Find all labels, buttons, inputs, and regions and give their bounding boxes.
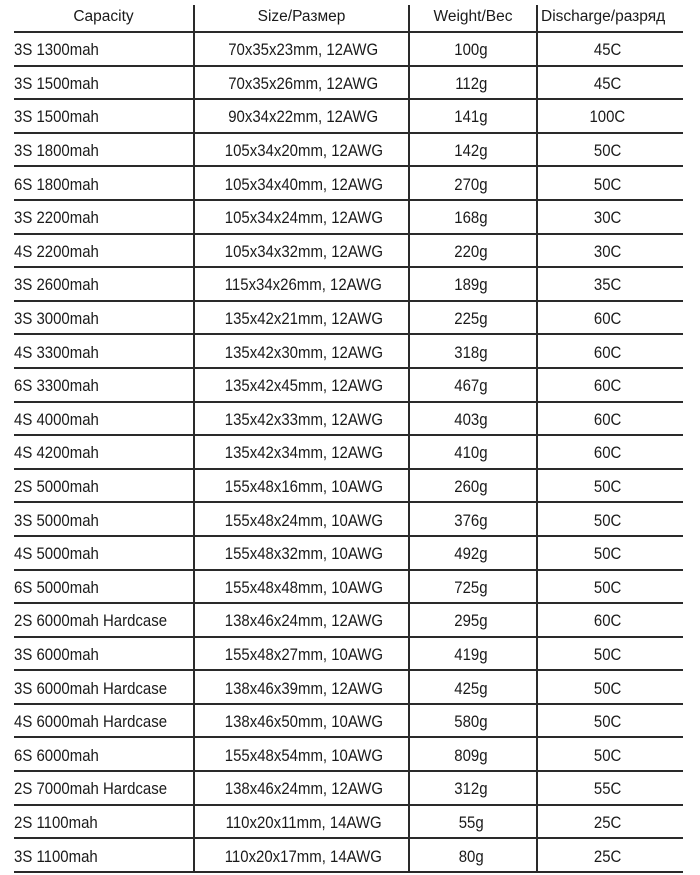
- discharge-cell: [538, 503, 683, 535]
- size-cell: [195, 67, 410, 99]
- discharge-cell-text: 100C: [589, 107, 626, 127]
- discharge-cell-text: 30C: [593, 241, 622, 261]
- table-row: [14, 537, 683, 571]
- capacity-cell: [14, 839, 195, 871]
- size-cell: [195, 167, 410, 199]
- size-cell-text: 135x42x33mm, 12AWG: [224, 409, 383, 429]
- weight-cell-text: 55g: [458, 812, 484, 832]
- capacity-cell: [14, 100, 195, 132]
- weight-cell: [410, 403, 538, 435]
- discharge-cell: [538, 167, 683, 199]
- size-cell: [195, 235, 410, 267]
- discharge-cell-text: 60C: [593, 409, 622, 429]
- discharge-cell: [538, 738, 683, 770]
- discharge-cell-text: 50C: [593, 712, 622, 732]
- size-cell-text: 135x42x30mm, 12AWG: [224, 342, 383, 362]
- capacity-cell: [14, 268, 195, 300]
- size-cell-text: 138x46x24mm, 12AWG: [224, 779, 383, 799]
- size-cell-text: 155x48x16mm, 10AWG: [224, 477, 383, 497]
- discharge-cell-text: 50C: [593, 577, 622, 597]
- header-size: [195, 5, 410, 31]
- weight-cell: [410, 806, 538, 838]
- size-cell-text: 155x48x32mm, 10AWG: [224, 544, 383, 564]
- discharge-cell-text: 50C: [593, 745, 622, 765]
- weight-cell: [410, 436, 538, 468]
- capacity-cell-text: 4S 6000mah Hardcase: [14, 712, 168, 732]
- weight-cell: [410, 738, 538, 770]
- table-row: [14, 839, 683, 873]
- header-discharge-label: Discharge/разряд: [541, 8, 666, 25]
- size-cell: [195, 134, 410, 166]
- discharge-cell: [538, 134, 683, 166]
- capacity-cell: [14, 302, 195, 334]
- capacity-cell: [14, 772, 195, 804]
- capacity-cell-text: 3S 6000mah Hardcase: [14, 678, 168, 698]
- discharge-cell: [538, 705, 683, 737]
- capacity-cell: [14, 403, 195, 435]
- discharge-cell: [538, 201, 683, 233]
- capacity-cell-text: 3S 1100mah: [14, 846, 98, 866]
- capacity-cell-text: 2S 6000mah Hardcase: [14, 611, 168, 631]
- table-row: [14, 268, 683, 302]
- weight-cell: [410, 705, 538, 737]
- header-weight-label: Weight/Вес: [433, 8, 513, 25]
- table-row: [14, 235, 683, 269]
- capacity-cell-text: 3S 5000mah: [14, 510, 99, 530]
- discharge-cell-text: 25C: [593, 846, 622, 866]
- weight-cell-text: 142g: [454, 141, 488, 161]
- discharge-cell-text: 60C: [593, 309, 622, 329]
- weight-cell-text: 376g: [454, 510, 488, 530]
- weight-cell-text: 492g: [454, 544, 488, 564]
- capacity-cell-text: 3S 3000mah: [14, 309, 99, 329]
- weight-cell-text: 318g: [454, 342, 488, 362]
- table-row: [14, 134, 683, 168]
- weight-cell: [410, 839, 538, 871]
- capacity-cell-text: 4S 4000mah: [14, 409, 99, 429]
- weight-cell-text: 260g: [454, 477, 488, 497]
- size-cell-text: 110x20x17mm, 14AWG: [224, 846, 383, 866]
- weight-cell-text: 112g: [454, 73, 488, 93]
- size-cell: [195, 738, 410, 770]
- table-header-row: [14, 5, 683, 33]
- weight-cell: [410, 235, 538, 267]
- capacity-cell: [14, 134, 195, 166]
- size-cell-text: 155x48x48mm, 10AWG: [224, 577, 383, 597]
- table-row: [14, 403, 683, 437]
- discharge-cell-text: 50C: [593, 644, 622, 664]
- weight-cell-text: 410g: [454, 443, 488, 463]
- weight-cell-text: 425g: [454, 678, 488, 698]
- size-cell-text: 138x46x39mm, 12AWG: [224, 678, 383, 698]
- table-row: [14, 638, 683, 672]
- size-cell-text: 138x46x24mm, 12AWG: [224, 611, 383, 631]
- capacity-cell: [14, 671, 195, 703]
- size-cell-text: 105x34x40mm, 12AWG: [224, 174, 383, 194]
- capacity-cell: [14, 335, 195, 367]
- discharge-cell: [538, 268, 683, 300]
- discharge-cell: [538, 33, 683, 65]
- size-cell: [195, 268, 410, 300]
- capacity-cell: [14, 33, 195, 65]
- weight-cell: [410, 604, 538, 636]
- discharge-cell-text: 60C: [593, 443, 622, 463]
- capacity-cell: [14, 705, 195, 737]
- discharge-cell: [538, 638, 683, 670]
- discharge-cell: [538, 100, 683, 132]
- table-row: [14, 806, 683, 840]
- discharge-cell-text: 50C: [593, 174, 622, 194]
- discharge-cell-text: 50C: [593, 510, 622, 530]
- weight-cell: [410, 537, 538, 569]
- weight-cell-text: 168g: [454, 208, 488, 228]
- discharge-cell: [538, 604, 683, 636]
- capacity-cell-text: 6S 6000mah: [14, 745, 99, 765]
- discharge-cell: [538, 772, 683, 804]
- weight-cell-text: 295g: [454, 611, 488, 631]
- size-cell: [195, 503, 410, 535]
- weight-cell-text: 270g: [454, 174, 488, 194]
- capacity-cell-text: 6S 3300mah: [14, 376, 99, 396]
- capacity-cell-text: 3S 1500mah: [14, 107, 99, 127]
- header-size-label: Size/Размер: [257, 8, 346, 25]
- table-row: [14, 436, 683, 470]
- battery-spec-table: [14, 5, 683, 873]
- capacity-cell-text: 2S 5000mah: [14, 477, 99, 497]
- table-row: [14, 571, 683, 605]
- capacity-cell: [14, 235, 195, 267]
- weight-cell-text: 580g: [454, 712, 488, 732]
- capacity-cell-text: 2S 1100mah: [14, 812, 98, 832]
- size-cell-text: 90x34x22mm, 12AWG: [228, 107, 379, 127]
- table-row: [14, 167, 683, 201]
- table-row: [14, 772, 683, 806]
- weight-cell-text: 189g: [454, 275, 488, 295]
- table-row: [14, 33, 683, 67]
- capacity-cell-text: 6S 5000mah: [14, 577, 99, 597]
- discharge-cell: [538, 403, 683, 435]
- discharge-cell: [538, 839, 683, 871]
- weight-cell-text: 419g: [454, 644, 488, 664]
- discharge-cell: [538, 67, 683, 99]
- capacity-cell-text: 3S 2200mah: [14, 208, 99, 228]
- weight-cell-text: 312g: [454, 779, 488, 799]
- capacity-cell: [14, 67, 195, 99]
- weight-cell: [410, 134, 538, 166]
- size-cell: [195, 403, 410, 435]
- discharge-cell: [538, 571, 683, 603]
- capacity-cell-text: 3S 1300mah: [14, 40, 99, 60]
- capacity-cell: [14, 503, 195, 535]
- weight-cell-text: 225g: [454, 309, 488, 329]
- size-cell: [195, 33, 410, 65]
- weight-cell: [410, 67, 538, 99]
- weight-cell-text: 809g: [454, 745, 488, 765]
- capacity-cell: [14, 638, 195, 670]
- discharge-cell: [538, 470, 683, 502]
- weight-cell: [410, 335, 538, 367]
- discharge-cell: [538, 235, 683, 267]
- size-cell: [195, 335, 410, 367]
- table-row: [14, 67, 683, 101]
- capacity-cell-text: 3S 1800mah: [14, 141, 99, 161]
- capacity-cell-text: 3S 6000mah: [14, 644, 99, 664]
- weight-cell: [410, 772, 538, 804]
- table-row: [14, 369, 683, 403]
- capacity-cell-text: 3S 2600mah: [14, 275, 99, 295]
- size-cell: [195, 772, 410, 804]
- weight-cell: [410, 201, 538, 233]
- discharge-cell-text: 35C: [593, 275, 622, 295]
- size-cell-text: 155x48x24mm, 10AWG: [224, 510, 383, 530]
- size-cell: [195, 705, 410, 737]
- discharge-cell: [538, 806, 683, 838]
- discharge-cell: [538, 671, 683, 703]
- header-capacity-label: Capacity: [73, 8, 134, 25]
- capacity-cell-text: 4S 2200mah: [14, 241, 99, 261]
- capacity-cell: [14, 201, 195, 233]
- weight-cell-text: 80g: [458, 846, 484, 866]
- capacity-cell-text: 2S 7000mah Hardcase: [14, 779, 168, 799]
- size-cell: [195, 806, 410, 838]
- size-cell: [195, 839, 410, 871]
- size-cell: [195, 638, 410, 670]
- table-row: [14, 671, 683, 705]
- weight-cell: [410, 503, 538, 535]
- table-row: [14, 470, 683, 504]
- capacity-cell: [14, 537, 195, 569]
- capacity-cell-text: 3S 1500mah: [14, 73, 99, 93]
- size-cell-text: 105x34x20mm, 12AWG: [224, 141, 383, 161]
- size-cell-text: 135x42x21mm, 12AWG: [224, 309, 383, 329]
- weight-cell: [410, 268, 538, 300]
- weight-cell-text: 220g: [454, 241, 488, 261]
- capacity-cell-text: 6S 1800mah: [14, 174, 99, 194]
- size-cell-text: 70x35x23mm, 12AWG: [228, 40, 379, 60]
- capacity-cell: [14, 604, 195, 636]
- weight-cell: [410, 671, 538, 703]
- discharge-cell: [538, 335, 683, 367]
- weight-cell-text: 725g: [454, 577, 488, 597]
- table-body: [14, 33, 683, 873]
- size-cell: [195, 571, 410, 603]
- header-discharge: [538, 5, 683, 31]
- weight-cell: [410, 167, 538, 199]
- discharge-cell-text: 60C: [593, 342, 622, 362]
- capacity-cell-text: 4S 5000mah: [14, 544, 99, 564]
- discharge-cell: [538, 537, 683, 569]
- discharge-cell-text: 60C: [593, 611, 622, 631]
- size-cell-text: 135x42x45mm, 12AWG: [224, 376, 383, 396]
- weight-cell: [410, 100, 538, 132]
- discharge-cell: [538, 302, 683, 334]
- size-cell-text: 105x34x32mm, 12AWG: [224, 241, 383, 261]
- header-weight: [410, 5, 538, 31]
- capacity-cell-text: 4S 4200mah: [14, 443, 99, 463]
- size-cell-text: 135x42x34mm, 12AWG: [224, 443, 383, 463]
- size-cell: [195, 604, 410, 636]
- capacity-cell: [14, 806, 195, 838]
- weight-cell: [410, 571, 538, 603]
- discharge-cell-text: 55C: [593, 779, 622, 799]
- weight-cell: [410, 369, 538, 401]
- size-cell-text: 110x20x11mm, 14AWG: [225, 812, 382, 832]
- size-cell: [195, 201, 410, 233]
- weight-cell-text: 403g: [454, 409, 488, 429]
- weight-cell: [410, 302, 538, 334]
- capacity-cell-text: 4S 3300mah: [14, 342, 99, 362]
- capacity-cell: [14, 571, 195, 603]
- discharge-cell-text: 25C: [593, 812, 622, 832]
- discharge-cell: [538, 369, 683, 401]
- discharge-cell-text: 45C: [593, 40, 622, 60]
- table-row: [14, 335, 683, 369]
- capacity-cell: [14, 470, 195, 502]
- weight-cell-text: 141g: [454, 107, 488, 127]
- table-row: [14, 201, 683, 235]
- size-cell: [195, 100, 410, 132]
- size-cell-text: 105x34x24mm, 12AWG: [224, 208, 383, 228]
- weight-cell: [410, 470, 538, 502]
- size-cell-text: 155x48x27mm, 10AWG: [224, 644, 383, 664]
- capacity-cell: [14, 369, 195, 401]
- size-cell-text: 70x35x26mm, 12AWG: [228, 73, 379, 93]
- capacity-cell: [14, 738, 195, 770]
- weight-cell-text: 467g: [454, 376, 488, 396]
- size-cell-text: 138x46x50mm, 10AWG: [224, 712, 383, 732]
- size-cell: [195, 671, 410, 703]
- table-row: [14, 705, 683, 739]
- table-row: [14, 302, 683, 336]
- size-cell-text: 115x34x26mm, 12AWG: [224, 275, 383, 295]
- size-cell: [195, 436, 410, 468]
- weight-cell-text: 100g: [454, 40, 488, 60]
- table-row: [14, 738, 683, 772]
- capacity-cell: [14, 167, 195, 199]
- table-row: [14, 100, 683, 134]
- discharge-cell-text: 50C: [593, 678, 622, 698]
- discharge-cell-text: 50C: [593, 141, 622, 161]
- discharge-cell-text: 50C: [593, 544, 622, 564]
- table-row: [14, 604, 683, 638]
- discharge-cell-text: 60C: [593, 376, 622, 396]
- discharge-cell-text: 45C: [593, 73, 622, 93]
- size-cell: [195, 537, 410, 569]
- discharge-cell-text: 50C: [593, 477, 622, 497]
- header-capacity: [14, 5, 195, 31]
- weight-cell: [410, 33, 538, 65]
- size-cell: [195, 369, 410, 401]
- size-cell: [195, 302, 410, 334]
- weight-cell: [410, 638, 538, 670]
- discharge-cell-text: 30C: [593, 208, 622, 228]
- size-cell-text: 155x48x54mm, 10AWG: [224, 745, 383, 765]
- size-cell: [195, 470, 410, 502]
- capacity-cell: [14, 436, 195, 468]
- table-row: [14, 503, 683, 537]
- discharge-cell: [538, 436, 683, 468]
